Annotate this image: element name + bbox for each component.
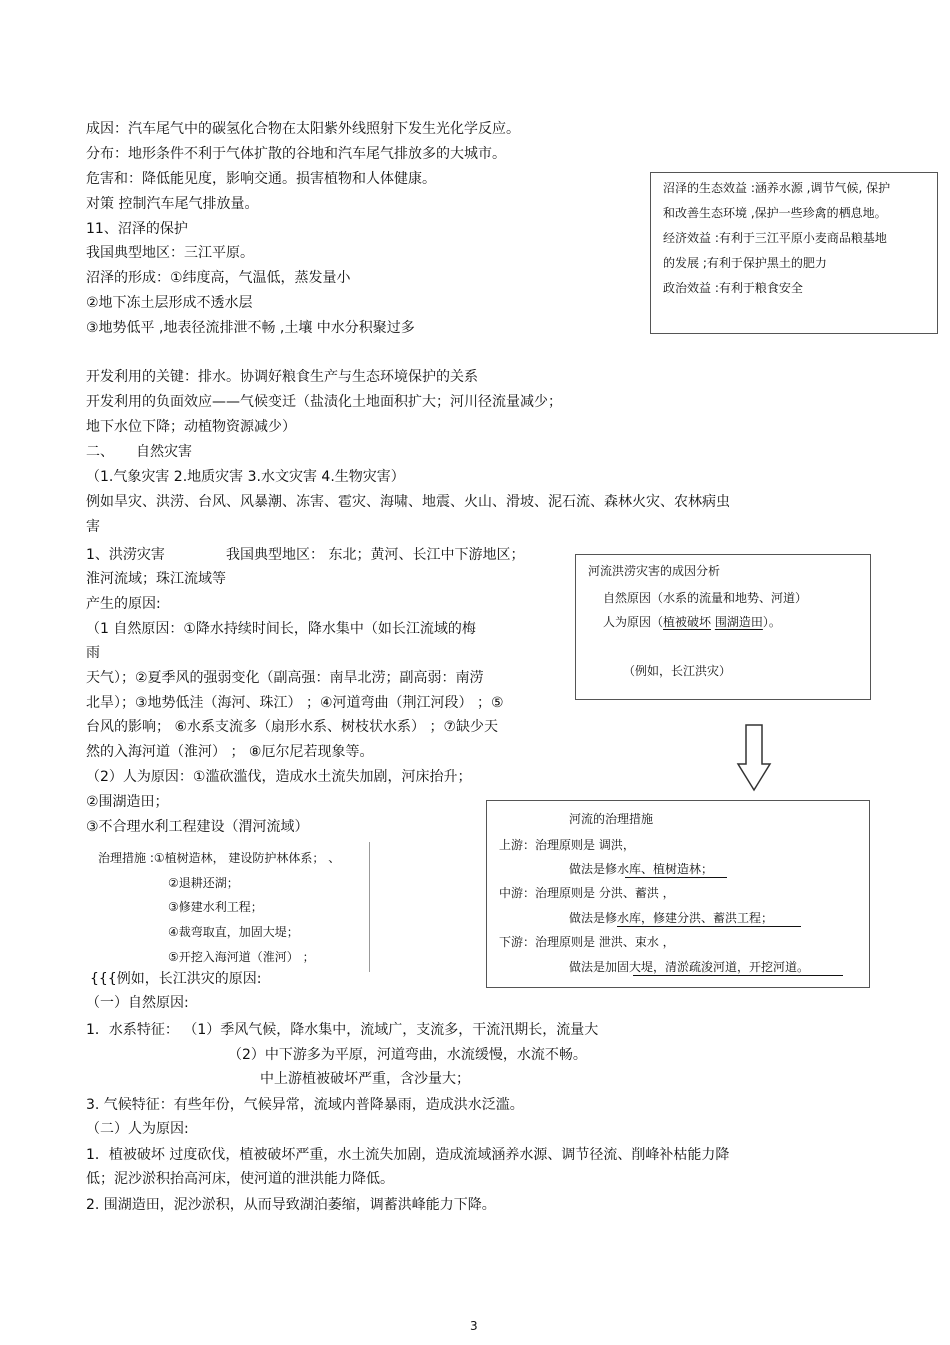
flood-human-2: ②围湖造田； xyxy=(86,794,169,810)
benefit-ecology-2: 和改善生态环境 ,保护一些珍禽的栖息地。 xyxy=(663,206,887,220)
flood-natural-1: （1 自然原因：①降水持续时间长，降水集中（如长江流域的梅 xyxy=(86,621,476,637)
swamp-negative-2: 地下水位下降；动植物资源减少） xyxy=(86,419,296,435)
measures-box-title: 河流的治理措施 xyxy=(569,812,654,826)
yangtze-intro: {{{例如，长江洪灾的原因: xyxy=(90,971,262,987)
swamp-region: 我国典型地区：三江平原。 xyxy=(86,245,254,261)
disaster-heading-number: 二、 xyxy=(86,444,114,460)
yangtze-climate: 3. 气候特征：有些年份，气候异常，流域内普降暴雨，造成洪水泛滥。 xyxy=(86,1097,524,1113)
underline xyxy=(625,877,727,878)
yangtze-water-2: （2）中下游多为平原，河道弯曲，水流缓慢，水流不畅。 xyxy=(228,1047,587,1063)
swamp-formation-3: ③地势低平 ,地表径流排泄不畅 ,土壤 中水分积聚过多 xyxy=(86,320,415,336)
cause-box-human: 人为原因（植被破坏 围湖造田）。 xyxy=(603,615,781,629)
governance-5: ⑤开挖入海河道（淮河） ； xyxy=(168,950,315,964)
cause-box-natural: 自然原因（水系的流量和地势、河道） xyxy=(603,591,808,605)
swamp-formation-2: ②地下冻土层形成不透水层 xyxy=(86,295,253,311)
smog-harm: 危害和：降低能见度，影响交通。损害植物和人体健康。 xyxy=(86,171,436,187)
swamp-formation: 沼泽的形成：①纬度高，气温低，蒸发量小 xyxy=(86,270,351,286)
measures-downstream-principle: 下游：治理原则是 泄洪、束水 ， xyxy=(499,935,675,949)
flood-human-1: （2）人为原因：①滥砍滥伐，造成水土流失加剧，河床抬升； xyxy=(86,769,472,785)
yangtze-water-1: 1．水系特征： （1）季风气候，降水集中，流域广，支流多，干流汛期长，流量大 xyxy=(86,1022,599,1038)
flood-human-3: ③不合理水利工程建设（渭河流域） xyxy=(86,819,309,835)
flood-natural-2: 雨 xyxy=(86,645,100,661)
measures-downstream-method: 做法是加固大堤，清淤疏浚河道，开挖河道。 xyxy=(569,960,810,974)
smog-measure: 对策 控制汽车尾气排放量。 xyxy=(86,196,259,212)
yangtze-human-1: 1．植被破坏 过度砍伐，植被破坏严重，水土流失加剧，造成流域涵养水源、调节径流、削峰补枯能力降 xyxy=(86,1147,730,1163)
flood-causes-label: 产生的原因: xyxy=(86,596,161,612)
yangtze-water-3: 中上游植被破坏严重，含沙量大； xyxy=(260,1071,470,1087)
yangtze-human-2: 2. 围湖造田，泥沙淤积，从而导致湖泊萎缩，调蓄洪峰能力下降。 xyxy=(86,1197,496,1213)
flood-regions: 我国典型地区： 东北；黄河、长江中下游地区； xyxy=(226,547,525,563)
swamp-heading: 11、沼泽的保护 xyxy=(86,221,188,237)
cause-box-title: 河流洪涝灾害的成因分析 xyxy=(588,564,721,578)
measures-midstream-method: 做法是修水库，修建分洪、蓄洪工程； xyxy=(569,911,774,925)
flood-regions-cont: 淮河流域；珠江流域等 xyxy=(86,571,226,587)
flood-natural-4: 北旱）；③地势低洼（海河、珠江） ；④河道弯曲（荆江河段） ；⑤ xyxy=(86,695,504,711)
flood-cause-box xyxy=(575,554,871,700)
governance-1: 治理措施 :①植树造林， 建设防护林体系； 、 xyxy=(98,851,341,865)
measures-midstream-principle: 中游：治理原则是 分洪、蓄洪 ， xyxy=(499,886,675,900)
underline xyxy=(633,975,843,976)
benefit-economy-1: 经济效益 :有利于三江平原小麦商品粮基地 xyxy=(663,231,887,245)
river-measures-box xyxy=(486,800,870,988)
swamp-benefits-box xyxy=(650,172,938,334)
yangtze-natural-label: （一）自然原因: xyxy=(86,995,189,1011)
governance-4: ④裁弯取直，加固大堤； xyxy=(168,925,299,939)
flood-natural-5: 台风的影响； ⑥水系支流多（扇形水系、树枝状水系） ；⑦缺少天 xyxy=(86,719,499,735)
cause-box-example: （例如，长江洪灾） xyxy=(623,664,732,678)
flood-natural-6: 然的入海河道（淮河） ； ⑧厄尔尼若现象等。 xyxy=(86,744,374,760)
page-number: 3 xyxy=(470,1319,478,1333)
swamp-negative-1: 开发利用的负面效应——气候变迁（盐渍化土地面积扩大；河川径流量减少； xyxy=(86,394,562,410)
swamp-key: 开发利用的关键：排水。协调好粮食生产与生态环境保护的关系 xyxy=(86,369,478,385)
governance-3: ③修建水利工程； xyxy=(168,900,263,914)
underline xyxy=(617,926,801,927)
yangtze-human-1-cont: 低；泥沙淤积抬高河床，使河道的泄洪能力降低。 xyxy=(86,1171,394,1187)
smog-distribution: 分布：地形条件不利于气体扩散的谷地和汽车尾气排放多的大城市。 xyxy=(86,146,506,162)
flood-natural-3: 天气）；②夏季风的强弱变化（副高强：南旱北涝；副高弱：南涝 xyxy=(86,670,484,686)
benefit-ecology-1: 沼泽的生态效益 :涵养水源 ,调节气候, 保护 xyxy=(663,181,891,195)
disaster-heading: 自然灾害 xyxy=(136,444,192,460)
divider xyxy=(369,842,370,972)
disaster-types: （1.气象灾害 2.地质灾害 3.水文灾害 4.生物灾害） xyxy=(86,469,405,485)
benefit-politics: 政治效益 :有利于粮食安全 xyxy=(663,281,803,295)
disaster-examples-cont: 害 xyxy=(86,519,100,535)
governance-2: ②退耕还湖； xyxy=(168,876,239,890)
benefit-economy-2: 的发展 ;有利于保护黑土的肥力 xyxy=(663,256,827,270)
smog-cause: 成因：汽车尾气中的碳氢化合物在太阳紫外线照射下发生光化学反应。 xyxy=(86,121,520,137)
measures-upstream-method: 做法是修水库、植树造林； xyxy=(569,862,714,876)
measures-upstream-principle: 上游：治理原则是 调洪， xyxy=(499,838,635,852)
down-arrow-icon xyxy=(736,724,772,792)
flood-title: 1、洪涝灾害 xyxy=(86,547,165,563)
disaster-examples: 例如旱灾、洪涝、台风、风暴潮、冻害、雹灾、海啸、地震、火山、滑坡、泥石流、森林火灾、农林病虫 xyxy=(86,494,730,510)
yangtze-human-label: （二）人为原因: xyxy=(86,1121,189,1137)
